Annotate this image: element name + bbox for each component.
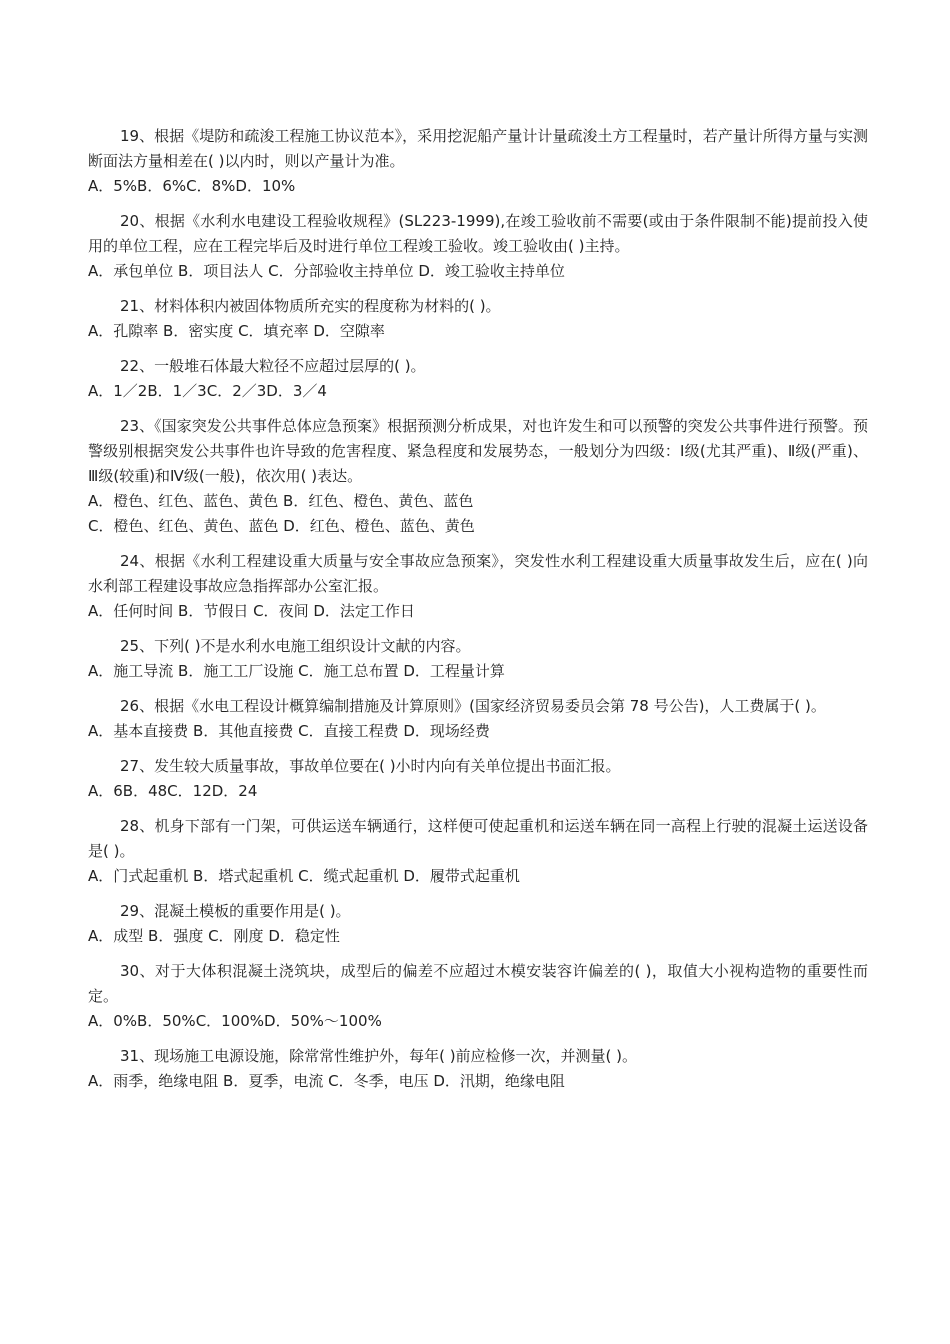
question-options: A．5%B．6%C．8%D．10% — [88, 177, 296, 195]
question-options: A．成型 B．强度 C．刚度 D．稳定性 — [88, 927, 340, 945]
question-31 — [88, 1044, 868, 1094]
question-23 — [88, 414, 868, 539]
question-stem: 29、混凝土模板的重要作用是( )。 — [120, 902, 351, 920]
question-stem: 20、根据《水利水电建设工程验收规程》(SL223-1999),在竣工验收前不需要(或由于条件限制不能)提前投入使用的单位工程，应在工程完毕后及时进行单位工程竣工验收。竣工验收由( )主持。 — [88, 212, 868, 255]
question-26 — [88, 694, 868, 744]
question-stem: 19、根据《堤防和疏浚工程施工协议范本》，采用挖泥船产量计计量疏浚土方工程量时，若产量计所得方量与实测断面法方量相差在( )以内时，则以产量计为准。 — [88, 127, 868, 170]
question-stem: 31、现场施工电源设施，除常常性维护外，每年( )前应检修一次，并测量( )。 — [120, 1047, 638, 1065]
document-page — [88, 124, 868, 1104]
question-stem: 26、根据《水电工程设计概算编制措施及计算原则》(国家经济贸易委员会第 78 号公告)，人工费属于( )。 — [120, 697, 826, 715]
question-stem: 30、对于大体积混凝土浇筑块，成型后的偏差不应超过木模安装容许偏差的( )，取值大小视构造物的重要性而定。 — [88, 962, 868, 1005]
question-options: A．0%B．50%C．100%D．50%～100% — [88, 1012, 382, 1030]
question-options: A．6B．48C．12D．24 — [88, 782, 258, 800]
question-options: A．基本直接费 B．其他直接费 C．直接工程费 D．现场经费 — [88, 722, 490, 740]
question-options: A．雨季，绝缘电阻 B．夏季，电流 C．冬季，电压 D．汛期，绝缘电阻 — [88, 1072, 565, 1090]
question-options: A．孔隙率 B．密实度 C．填充率 D．空隙率 — [88, 322, 385, 340]
question-30 — [88, 959, 868, 1034]
question-options: A．施工导流 B．施工工厂设施 C．施工总布置 D．工程量计算 — [88, 662, 505, 680]
question-27 — [88, 754, 868, 804]
question-stem: 22、一般堆石体最大粒径不应超过层厚的( )。 — [120, 357, 426, 375]
question-options: A．任何时间 B．节假日 C．夜间 D．法定工作日 — [88, 602, 415, 620]
question-options: A．橙色、红色、蓝色、黄色 B．红色、橙色、黄色、蓝色 — [88, 492, 474, 510]
question-options: A．承包单位 B．项目法人 C．分部验收主持单位 D．竣工验收主持单位 — [88, 262, 565, 280]
question-20 — [88, 209, 868, 284]
question-options: A．门式起重机 B．塔式起重机 C．缆式起重机 D．履带式起重机 — [88, 867, 520, 885]
question-19 — [88, 124, 868, 199]
question-stem: 21、材料体积内被固体物质所充实的程度称为材料的( )。 — [120, 297, 501, 315]
question-28 — [88, 814, 868, 889]
question-21 — [88, 294, 868, 344]
question-stem: 27、发生较大质量事故，事故单位要在( )小时内向有关单位提出书面汇报。 — [120, 757, 621, 775]
question-stem: 24、根据《水利工程建设重大质量与安全事故应急预案》，突发性水利工程建设重大质量事故发生后，应在( )向水利部工程建设事故应急指挥部办公室汇报。 — [88, 552, 868, 595]
question-24 — [88, 549, 868, 624]
question-stem: 25、下列( )不是水利水电施工组织设计文献的内容。 — [120, 637, 471, 655]
question-options: C．橙色、红色、黄色、蓝色 D．红色、橙色、蓝色、黄色 — [88, 517, 475, 535]
question-stem: 28、机身下部有一门架，可供运送车辆通行，这样便可使起重机和运送车辆在同一高程上行驶的混凝土运送设备是( )。 — [88, 817, 868, 860]
question-stem: 23、《国家突发公共事件总体应急预案》根据预测分析成果，对也许发生和可以预警的突发公共事件进行预警。预警级别根据突发公共事件也许导致的危害程度、紧急程度和发展势态，一般划分为四级：Ⅰ级(尤其严重)、Ⅱ级(严重)、Ⅲ级(较重)和Ⅳ级(一般)，依次用( )表达。 — [88, 417, 868, 485]
question-22 — [88, 354, 868, 404]
question-25 — [88, 634, 868, 684]
question-options: A．1／2B．1／3C．2／3D．3／4 — [88, 382, 327, 400]
question-29 — [88, 899, 868, 949]
